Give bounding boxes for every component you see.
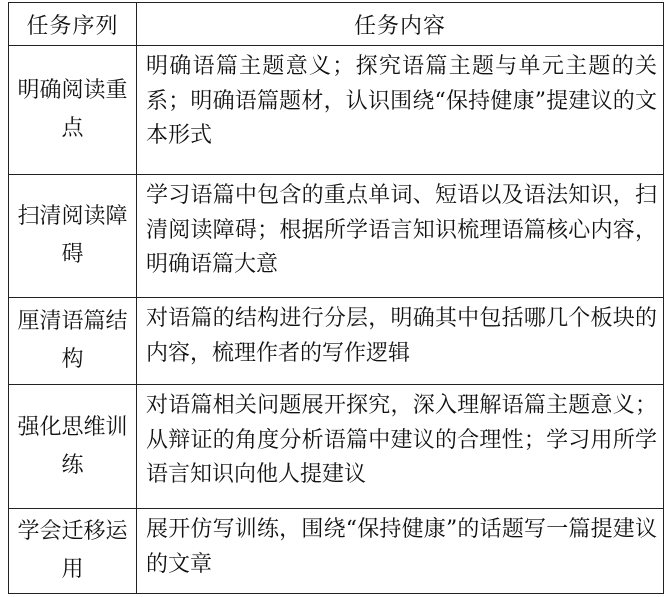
- table-row: [9, 385, 664, 509]
- table-row: [9, 175, 664, 298]
- table-row: [9, 298, 664, 385]
- table-row: [9, 46, 664, 175]
- table-row: [9, 509, 664, 594]
- task-table: [8, 2, 664, 594]
- header-content: 任务内容: [137, 3, 664, 46]
- task-sequence-cell: 学会迁移运用: [9, 509, 137, 594]
- header-sequence: 任务序列: [9, 3, 137, 46]
- header-row: [9, 3, 664, 46]
- task-sequence-cell: 强化思维训练: [9, 385, 137, 509]
- task-sequence-cell: 厘清语篇结构: [9, 298, 137, 385]
- task-content-cell: 对语篇相关问题展开探究，深入理解语篇主题意义；从辩证的角度分析语篇中建议的合理性；学习用所学语言知识向他人提建议: [137, 385, 664, 509]
- task-content-cell: 学习语篇中包含的重点单词、短语以及语法知识，扫清阅读障碍；根据所学语言知识梳理语篇核心内容，明确语篇大意: [137, 175, 664, 298]
- task-sequence-cell: 扫清阅读障碍: [9, 175, 137, 298]
- task-content-cell: 明确语篇主题意义；探究语篇主题与单元主题的关系；明确语篇题材，认识围绕“保持健康”提建议的文本形式: [137, 46, 664, 175]
- task-sequence-cell: 明确阅读重点: [9, 46, 137, 175]
- task-content-cell: 展开仿写训练，围绕“保持健康”的话题写一篇提建议的文章: [137, 509, 664, 594]
- task-content-cell: 对语篇的结构进行分层，明确其中包括哪几个板块的内容，梳理作者的写作逻辑: [137, 298, 664, 385]
